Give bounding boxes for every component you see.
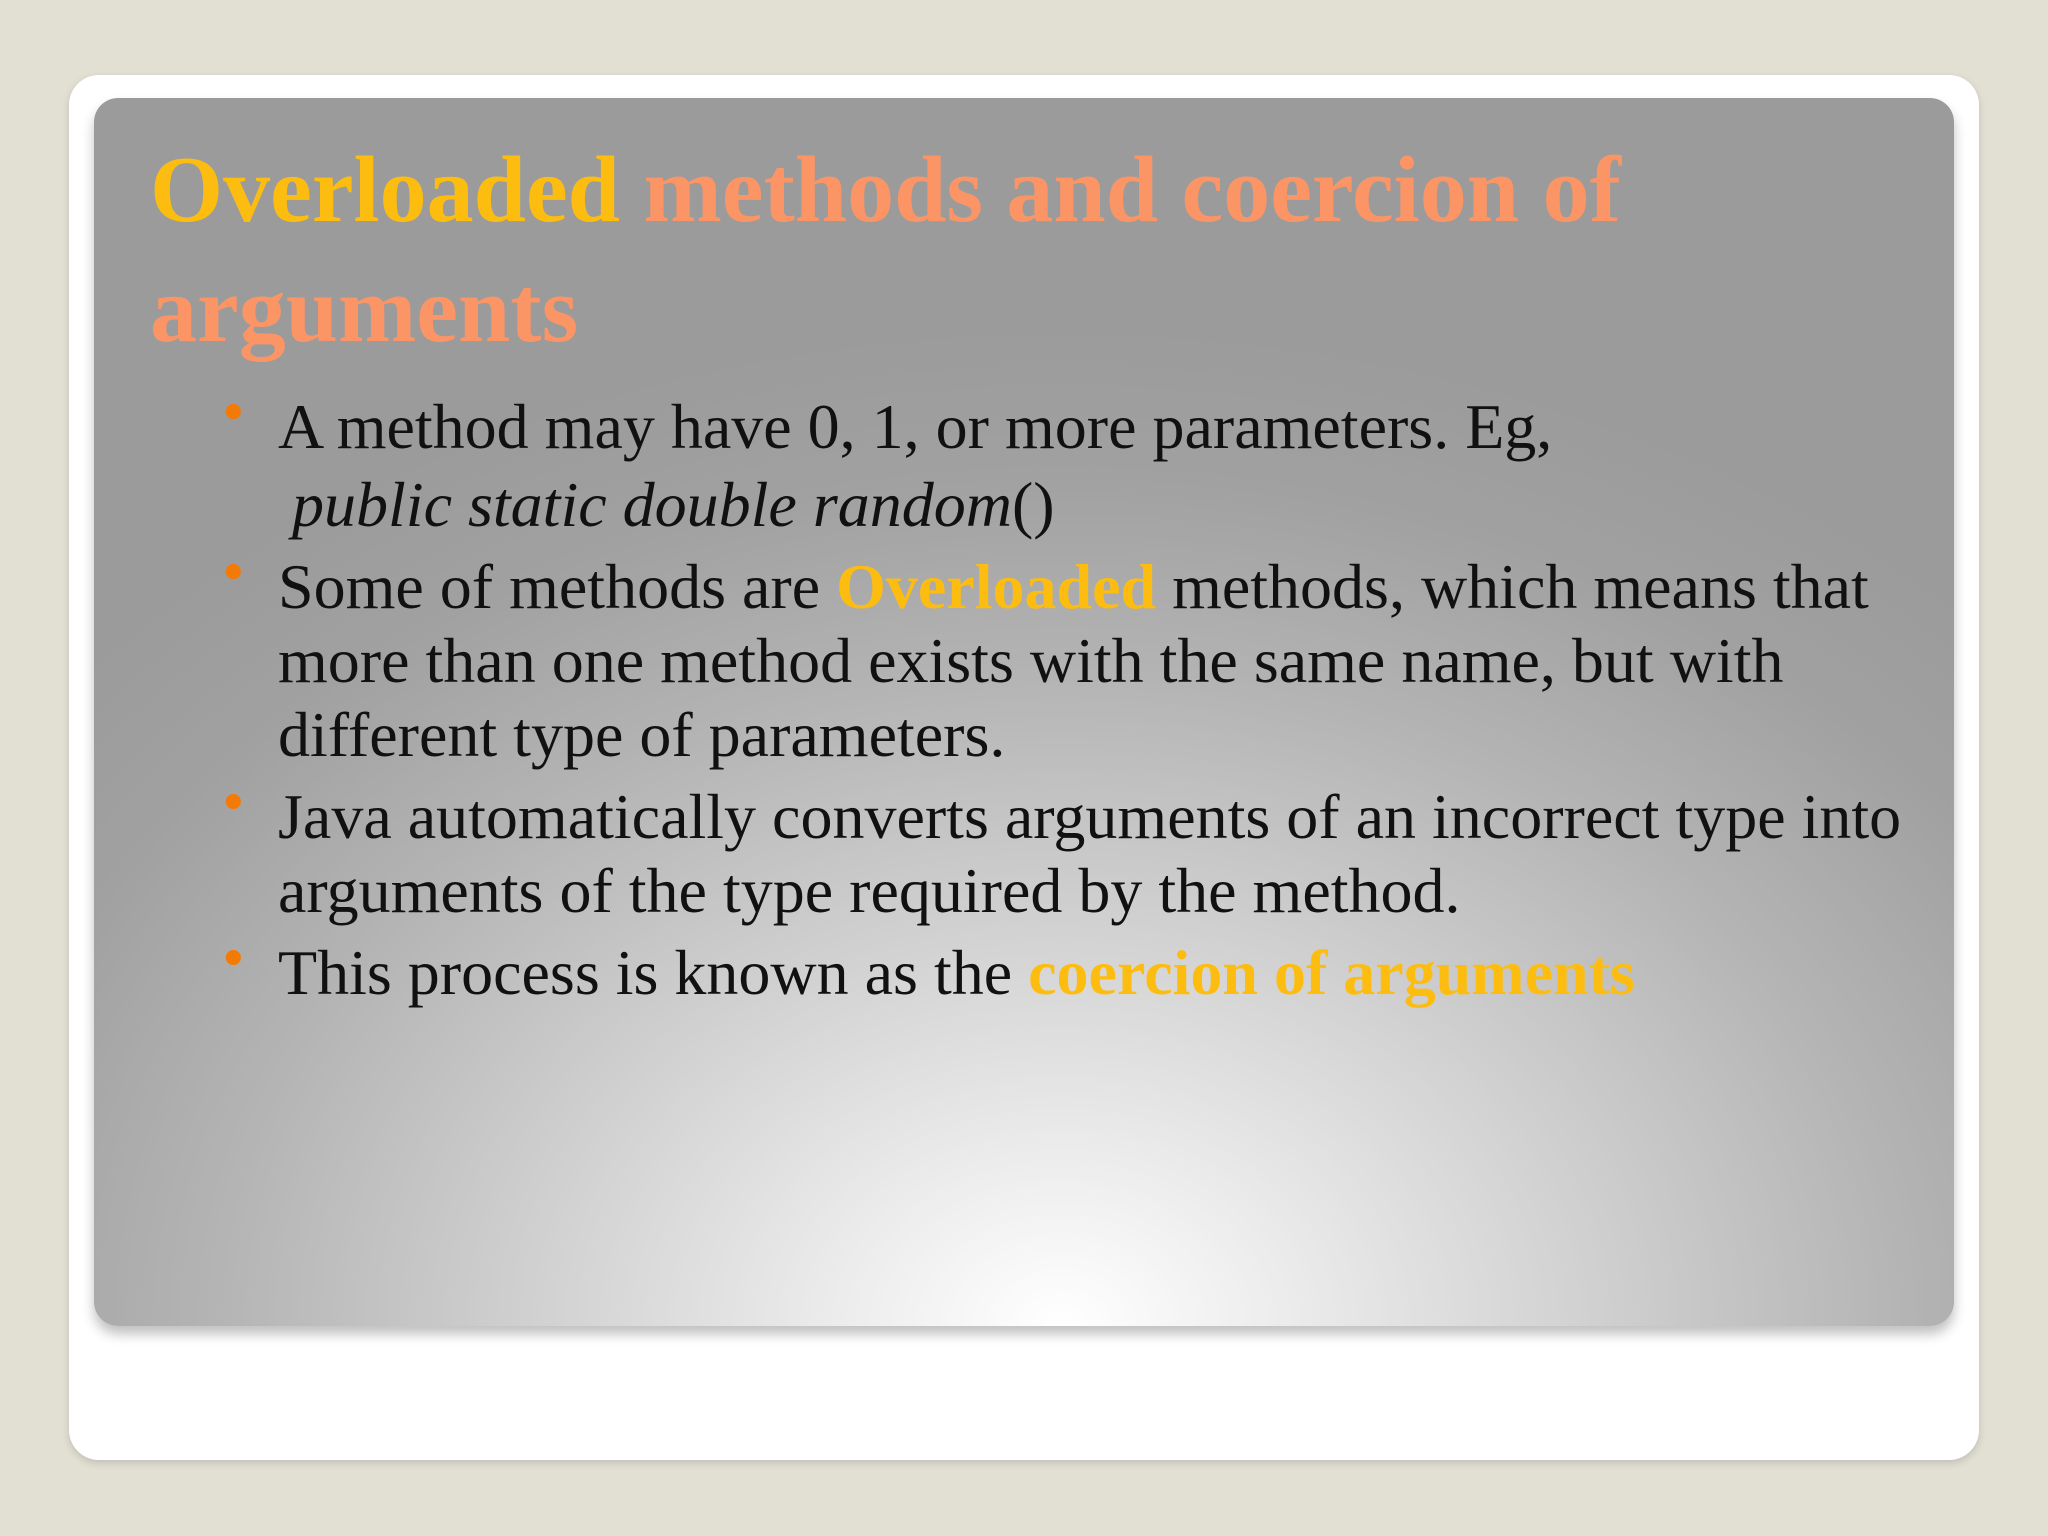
code-example-signature: public static double random <box>292 469 1012 540</box>
bullet-item-java-converts <box>218 774 1918 928</box>
bullet-text: A method may have 0, 1, or more parameters. Eg, <box>278 391 1553 462</box>
code-example-parens: () <box>1011 469 1055 540</box>
bullet-text-before: This process is known as the <box>278 937 1029 1008</box>
bullet-text-before: Some of methods are <box>278 551 837 622</box>
code-example <box>278 468 1918 542</box>
bullet-item-parameters <box>218 384 1918 542</box>
bullet-text-after: methods, which means that more than one method exists with the same name, but with different type of parameters. <box>278 551 1869 770</box>
bullet-dot-icon: • <box>218 774 249 834</box>
bullet-text: Java automatically converts arguments of an incorrect type into arguments of the type required by the method. <box>278 781 1902 926</box>
slide-title-rest: methods and coercion of arguments <box>150 138 1621 362</box>
bullet-dot-icon: • <box>218 384 249 444</box>
bullet-dot-icon: • <box>218 930 249 990</box>
slide-title-accent: Overloaded <box>150 138 620 242</box>
bullet-dot-icon: • <box>218 544 249 604</box>
bullet-item-overloaded <box>218 544 1918 772</box>
bullet-item-coercion <box>218 930 1918 1010</box>
slide-title <box>150 130 1910 370</box>
highlight-coercion: coercion of arguments <box>1028 937 1635 1008</box>
bullet-list <box>218 384 1918 1018</box>
highlight-overloaded: Overloaded <box>836 551 1157 622</box>
